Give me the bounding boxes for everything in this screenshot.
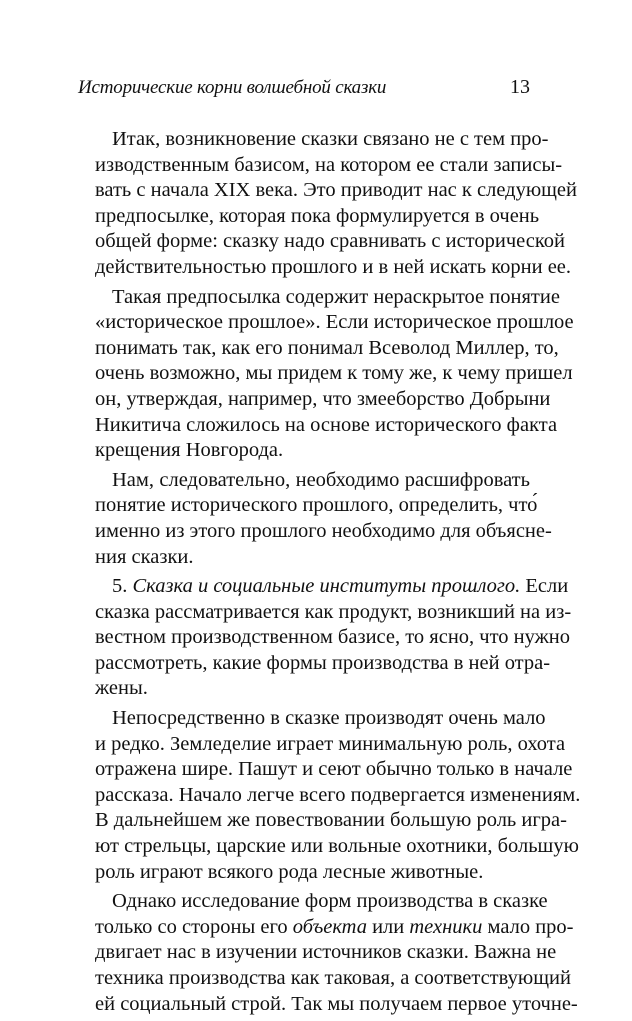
text-line: жены. xyxy=(95,677,148,700)
body-text xyxy=(78,127,581,1021)
section-number: 5. xyxy=(112,575,128,598)
running-header-title: Исторические корни волшебной сказки xyxy=(78,77,387,98)
text-line: действительностью прошлого и в ней искать корни ее. xyxy=(95,255,572,278)
text-line: он, утверждая, например, что змееборство Добрыни xyxy=(95,387,551,410)
text-line: рассказа. Начало легче всего подвергается изменениям. xyxy=(95,783,581,806)
section-heading: Сказка и социальные институты прошлого. xyxy=(132,575,521,598)
text-fragment: мало про- xyxy=(482,915,574,938)
text-line: Такая предпосылка содержит нераскрытое понятие xyxy=(112,285,560,308)
text-line: Никитича сложилось на основе исторического факта xyxy=(95,413,558,436)
paragraph xyxy=(78,285,574,464)
text-line: техника производства как таковая, а соответствующий xyxy=(95,967,571,989)
text-line: ют стрельцы, царские или вольные охотники, большую xyxy=(95,835,579,858)
text-line: изводственным базисом, на котором ее стали записы- xyxy=(95,153,563,176)
text-line: и редко. Земледелие играет минимальную роль, охота xyxy=(95,732,566,755)
text-line: понимать так, как его понимал Всеволод Миллер, то, xyxy=(95,336,559,359)
text-line: двигает нас в изучении источников сказки. Важна не xyxy=(95,941,557,964)
text-line: Нам, следовательно, необходимо расшифровать xyxy=(112,468,530,491)
text-fragment: только со стороны его xyxy=(95,915,293,938)
paragraph xyxy=(78,127,578,281)
text-line: «историческое прошлое». Если историческое прошлое xyxy=(95,311,574,334)
text-line: сказка рассматривается как продукт, возникший на из- xyxy=(95,600,572,623)
text-line: Непосредственно в сказке производят очень мало xyxy=(112,707,546,730)
text-line: Итак, возникновение сказки связано не с тем про- xyxy=(112,128,549,150)
text-line: ей социальный строй. Так мы получаем первое уточне- xyxy=(95,992,578,1015)
running-header xyxy=(78,76,530,106)
text-line: отражена шире. Пашут и сеют обычно только в начале xyxy=(95,758,573,781)
text-line xyxy=(78,915,574,941)
page-number: 13 xyxy=(510,76,530,98)
text-line: ния сказки. xyxy=(95,545,194,568)
text-fragment: Если xyxy=(525,575,569,598)
text-line: рассмотреть, какие формы производства в ней отра- xyxy=(95,651,551,674)
text-line: В дальнейшем же повествовании большую роль игра- xyxy=(95,809,567,832)
text-line: крещения Новгорода. xyxy=(95,439,284,462)
section-paragraph xyxy=(78,574,572,702)
text-line: очень возможно, мы придем к тому же, к чему пришел xyxy=(95,362,573,385)
text-line: вестном производственном базисе, то ясно, что нужно xyxy=(95,626,571,649)
text-line: именно из этого прошлого необходимо для объясне- xyxy=(95,519,552,542)
text-fragment: или xyxy=(366,915,410,938)
text-line: понятие исторического прошлого, определить, что́ xyxy=(95,494,538,517)
text-line: вать с начала XIX века. Это приводит нас к следующей xyxy=(95,179,578,202)
text-line: общей форме: сказку надо сравнивать с исторической xyxy=(95,230,565,253)
section-heading-line xyxy=(78,574,569,600)
emphasis-text: объекта xyxy=(292,915,367,938)
text-line: предпосылке, которая пока формулируется в очень xyxy=(95,204,540,227)
text-line: Однако исследование форм производства в сказке xyxy=(112,890,548,913)
paragraph xyxy=(78,706,581,885)
emphasis-text: техники xyxy=(409,915,483,938)
paragraph xyxy=(78,468,552,570)
paragraph xyxy=(78,889,578,1017)
text-line: роль играют всякого рода лесные животные. xyxy=(95,860,484,883)
